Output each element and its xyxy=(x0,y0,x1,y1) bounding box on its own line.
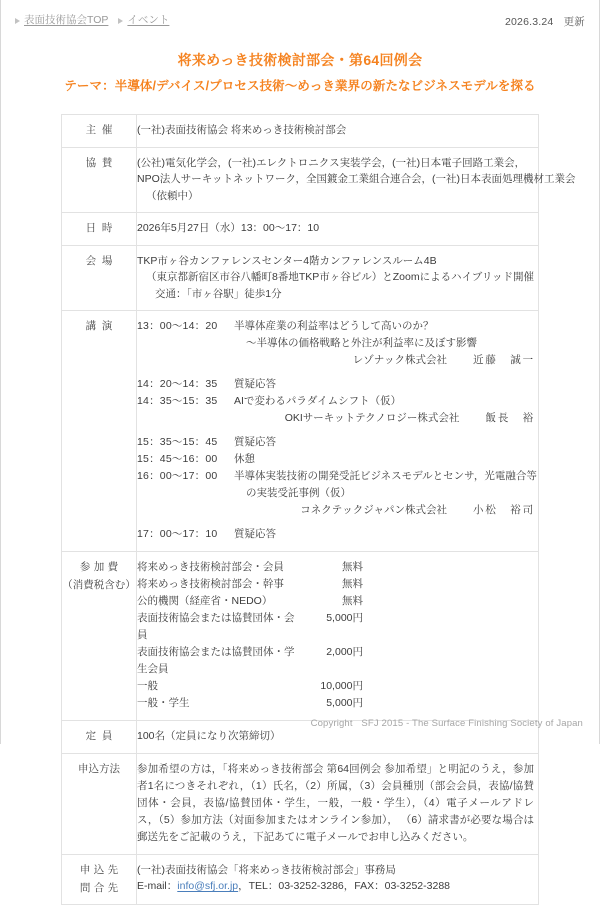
row-value-fee xyxy=(137,552,539,721)
lecture-speaker-name: 小松 裕司 xyxy=(473,504,535,516)
event-details-table-wrapper xyxy=(61,114,576,905)
lecture-title: 休憩 xyxy=(234,453,255,465)
copyright-text: SFJ 2015 - The Surface Finishing Society of Japan xyxy=(361,718,583,729)
row-value-contact: (一社)表面技術協会「将来めっき技術検討部会」事務局 E-mail：info@sfj.or.jp，TEL：03-3252-3286，FAX：03-3252-3288 xyxy=(137,854,539,904)
lecture-title: 質疑応答 xyxy=(234,528,276,540)
table-row-support xyxy=(62,147,539,213)
lecture-body xyxy=(234,468,538,519)
breadcrumb xyxy=(15,14,587,27)
contact-tel-fax: ，TEL：03-3252-3286，FAX：03-3252-3288 xyxy=(238,880,451,892)
row-value-lectures xyxy=(137,311,539,552)
fee-price: 2,000円 xyxy=(326,646,363,658)
lecture-time: 15：35～15：45 xyxy=(137,436,218,448)
table-row-how-to-apply xyxy=(62,753,539,854)
update-date: 2026.3.24 xyxy=(504,16,554,28)
fee-price: 無料 xyxy=(342,561,363,573)
lecture-speaker xyxy=(234,410,538,427)
lecture-spacer xyxy=(137,369,538,376)
table-row-venue xyxy=(62,245,539,311)
table-row-datetime xyxy=(62,213,539,246)
lecture-time: 16：00～17：00 xyxy=(137,470,218,482)
row-label-support: 協賛 xyxy=(62,147,137,213)
lecture-speaker-name: 近藤 誠一 xyxy=(473,354,535,366)
email-link[interactable]: info@sfj.or.jp xyxy=(177,880,239,892)
lecture-title: AIで変わるパラダイムシフト（仮） xyxy=(234,395,402,407)
lecture-body xyxy=(234,318,538,369)
lecture-item xyxy=(137,451,538,468)
fee-item xyxy=(137,610,538,644)
lecture-speaker xyxy=(234,352,538,369)
table-row-contact xyxy=(62,854,539,904)
page-title: 将来めっき技術検討部会・第64回例会 xyxy=(177,52,423,68)
lecture-body xyxy=(234,451,538,468)
lecture-organization: レゾナック株式会社 xyxy=(352,354,448,366)
lecture-speaker-name: 飯長 裕 xyxy=(485,412,535,424)
chevron-right-icon xyxy=(15,18,20,24)
fee-price: 10,000円 xyxy=(320,680,363,692)
row-label-capacity: 定員 xyxy=(62,721,137,754)
fee-name: 将来めっき技術検討部会・会員 xyxy=(137,561,284,573)
fee-price: 5,000円 xyxy=(326,612,363,624)
lecture-time: 15：45～16：00 xyxy=(137,453,218,465)
lecture-item xyxy=(137,318,538,369)
fee-name: 表面技術協会または協賛団体・学生会員 xyxy=(137,646,295,675)
lecture-item xyxy=(137,376,538,393)
fee-list xyxy=(137,559,538,712)
row-label-contact: 申込先 問合先 xyxy=(62,854,137,904)
lecture-time: 14：35～15：35 xyxy=(137,395,218,407)
fee-name: 公的機関（経産省・NEDO） xyxy=(137,595,273,607)
page-theme: テーマ：半導体/デバイス/プロセス技術～めっき業界の新たなビジネスモデルを探る xyxy=(64,79,536,93)
breadcrumb-item-events[interactable] xyxy=(118,14,169,27)
fee-item xyxy=(137,678,538,695)
fee-price: 無料 xyxy=(342,578,363,590)
table-row-organizer xyxy=(62,115,539,148)
chevron-right-icon xyxy=(118,18,123,24)
lecture-time: 14：20～14：35 xyxy=(137,378,218,390)
lecture-time: 13：00～14：20 xyxy=(137,320,218,332)
row-label-organizer: 主催 xyxy=(62,115,137,148)
copyright-word: Copyright xyxy=(310,718,353,729)
lecture-list xyxy=(137,318,538,543)
lecture-body xyxy=(234,434,538,451)
lecture-item xyxy=(137,468,538,519)
row-value-datetime: 2026年5月27日（水）13：00～17：10 xyxy=(137,213,539,246)
lecture-item xyxy=(137,526,538,543)
row-label-datetime: 日時 xyxy=(62,213,137,246)
lecture-title: 質疑応答 xyxy=(234,378,276,390)
lecture-title: 質疑応答 xyxy=(234,436,276,448)
breadcrumb-label-events[interactable]: イベント xyxy=(127,14,170,26)
lecture-spacer xyxy=(137,427,538,434)
fee-name: 一般 xyxy=(137,680,158,692)
lecture-body xyxy=(234,393,538,427)
lecture-item xyxy=(137,434,538,451)
row-value-organizer: (一社)表面技術協会 将来めっき技術検討部会 xyxy=(137,115,539,148)
lecture-subtitle: ～半導体の価格戦略と外注が利益率に及ぼす影響 xyxy=(246,337,477,349)
table-row-lectures xyxy=(62,311,539,552)
lecture-spacer xyxy=(137,519,538,526)
breadcrumb-item-top[interactable] xyxy=(15,14,108,27)
row-value-venue: TKP市ヶ谷カンファレンスセンター4階カンファレンスルーム4B （東京都新宿区市谷八幡町8番地TKP市ヶ谷ビル）とZoomによるハイブリッド開催 交通：「市ヶ谷駅」徒歩1分 xyxy=(137,245,539,311)
breadcrumb-label-top[interactable]: 表面技術協会TOP xyxy=(24,14,109,26)
row-label-venue: 会場 xyxy=(62,245,137,311)
update-label: 更新 xyxy=(563,16,585,28)
row-label-how-to-apply: 申込方法 xyxy=(62,753,137,854)
fee-name: 将来めっき技術検討部会・幹事 xyxy=(137,578,284,590)
row-label-fee: 参加費 （消費税含む） xyxy=(62,552,137,721)
fee-name: 表面技術協会または協賛団体・会員 xyxy=(137,612,295,641)
table-row-fee xyxy=(62,552,539,721)
fee-item xyxy=(137,644,538,678)
event-details-table xyxy=(61,114,576,905)
footer xyxy=(1,718,599,729)
fee-name: 一般・学生 xyxy=(137,697,190,709)
lecture-speaker xyxy=(234,502,538,519)
row-label-lectures: 講演 xyxy=(62,311,137,552)
fee-price: 無料 xyxy=(342,595,363,607)
lecture-body xyxy=(234,526,538,543)
fee-item xyxy=(137,593,538,610)
lecture-item xyxy=(137,393,538,427)
email-prefix: E-mail： xyxy=(137,880,178,892)
top-bar xyxy=(1,0,599,38)
lecture-organization: OKIサーキットテクノロジー株式会社 xyxy=(284,412,460,424)
lecture-time: 17：00～17：10 xyxy=(137,528,218,540)
lecture-title: 半導体産業の利益率はどうして高いのか？ xyxy=(234,320,434,332)
apply-paragraph: 参加希望の方は，「将来めっき技術部会 第64回例会 参加希望」と明記のうえ，参加者1名につきそれぞれ，（1）氏名，（2）所属，（3）会員種別（部会会員，表協/協賛団体・会員，表協/協賛団体・学生，一般，一般・学生），（4）電子メールアドレス，（5）参加方法（対面参加またはオンライン参加）， （6）請求書が必要な場合は郵送先をご記載のうえ，下記あてに電子メールでお申し込みください。 xyxy=(137,762,534,843)
row-value-how-to-apply xyxy=(137,753,539,854)
fee-item xyxy=(137,695,538,712)
lecture-title: 半導体実装技術の開発受託ビジネスモデルとセンサ，光電融合等 xyxy=(234,470,537,482)
row-sublabel-fee: （消費税含む） xyxy=(62,579,136,591)
page-headings xyxy=(1,50,599,95)
lecture-subtitle: の実装受託事例（仮） xyxy=(246,487,351,499)
contact-email-line xyxy=(137,878,538,895)
fee-item xyxy=(137,559,538,576)
row-value-capacity: 100名（定員になり次第締切） xyxy=(137,721,539,754)
lecture-organization: コネクテックジャパン株式会社 xyxy=(300,504,448,516)
fee-item xyxy=(137,576,538,593)
lecture-body xyxy=(234,376,538,393)
row-value-support: (公社)電気化学会，(一社)エレクトロニクス実装学会，(一社)日本電子回路工業会， NPO法人サーキットネットワーク，全国鍍金工業組合連合会，(一社)日本表面処理機材工業会 （依頼中） xyxy=(137,147,539,213)
update-stamp xyxy=(505,14,585,29)
fee-price: 5,000円 xyxy=(326,697,363,709)
